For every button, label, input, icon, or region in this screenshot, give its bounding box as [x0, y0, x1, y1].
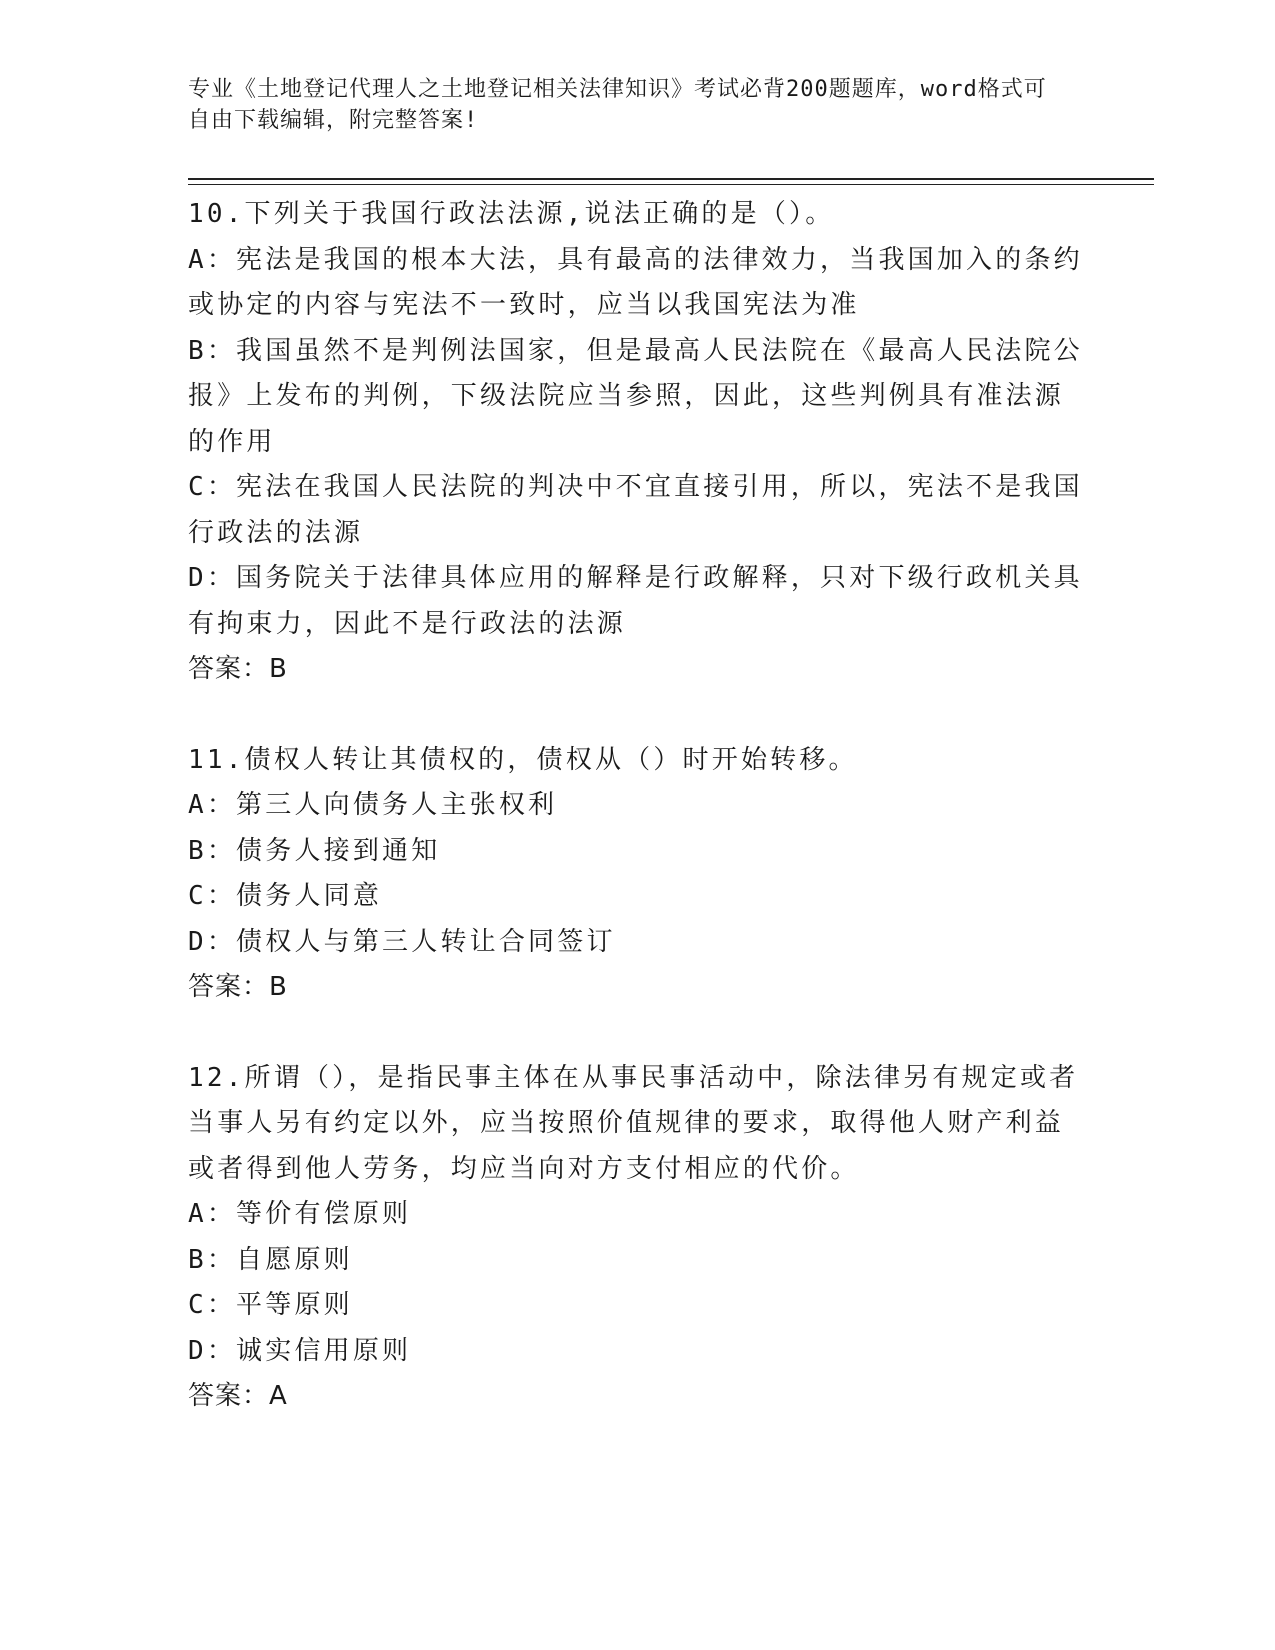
question-stem: 11.债权人转让其债权的，债权从（）时开始转移。: [188, 744, 858, 775]
question-10: [188, 192, 1088, 693]
answer-label: 答案：B: [188, 654, 288, 684]
option-d: D：债权人与第三人转让合同签订: [188, 926, 616, 957]
option-d: D：国务院关于法律具体应用的解释是行政解释，只对下级行政机关具有拘束力，因此不是行政法的法源: [188, 563, 1083, 639]
question-12: [188, 1056, 1088, 1420]
header-divider-thick: [188, 178, 1154, 180]
question-stem: 12.所谓（），是指民事主体在从事民事活动中，除法律另有规定或者当事人另有约定以外，应当按照价值规律的要求，取得他人财产利益或者得到他人劳务，均应当向对方支付相应的代价。: [188, 1062, 1079, 1184]
document-header: 专业《土地登记代理人之土地登记相关法律知识》考试必背200题题库，word格式可自由下载编辑，附完整答案!: [188, 77, 1047, 133]
question-stem: 10.下列关于我国行政法法源,说法正确的是（）。: [188, 199, 835, 229]
option-b: B：债务人接到通知: [188, 835, 441, 866]
option-a: A：第三人向债务人主张权利: [188, 790, 558, 820]
option-b: B：我国虽然不是判例法国家，但是最高人民法院在《最高人民法院公报》上发布的判例，下级法院应当参照，因此，这些判例具有准法源的作用: [188, 335, 1083, 457]
option-c: C：债务人同意: [188, 881, 383, 911]
option-b: B：自愿原则: [188, 1244, 353, 1275]
option-c: C：平等原则: [188, 1290, 353, 1320]
option-a: A：等价有偿原则: [188, 1199, 412, 1229]
question-list: [188, 192, 1088, 1465]
answer-label: 答案：A: [188, 1381, 288, 1411]
option-a: A：宪法是我国的根本大法，具有最高的法律效力，当我国加入的条约或协定的内容与宪法不一致时，应当以我国宪法为准: [188, 244, 1083, 320]
option-c: C：宪法在我国人民法院的判决中不宜直接引用，所以，宪法不是我国行政法的法源: [188, 472, 1083, 548]
option-d: D：诚实信用原则: [188, 1335, 412, 1366]
answer-label: 答案：B: [188, 972, 288, 1002]
question-11: [188, 738, 1088, 1011]
header-divider-thin: [188, 184, 1154, 185]
